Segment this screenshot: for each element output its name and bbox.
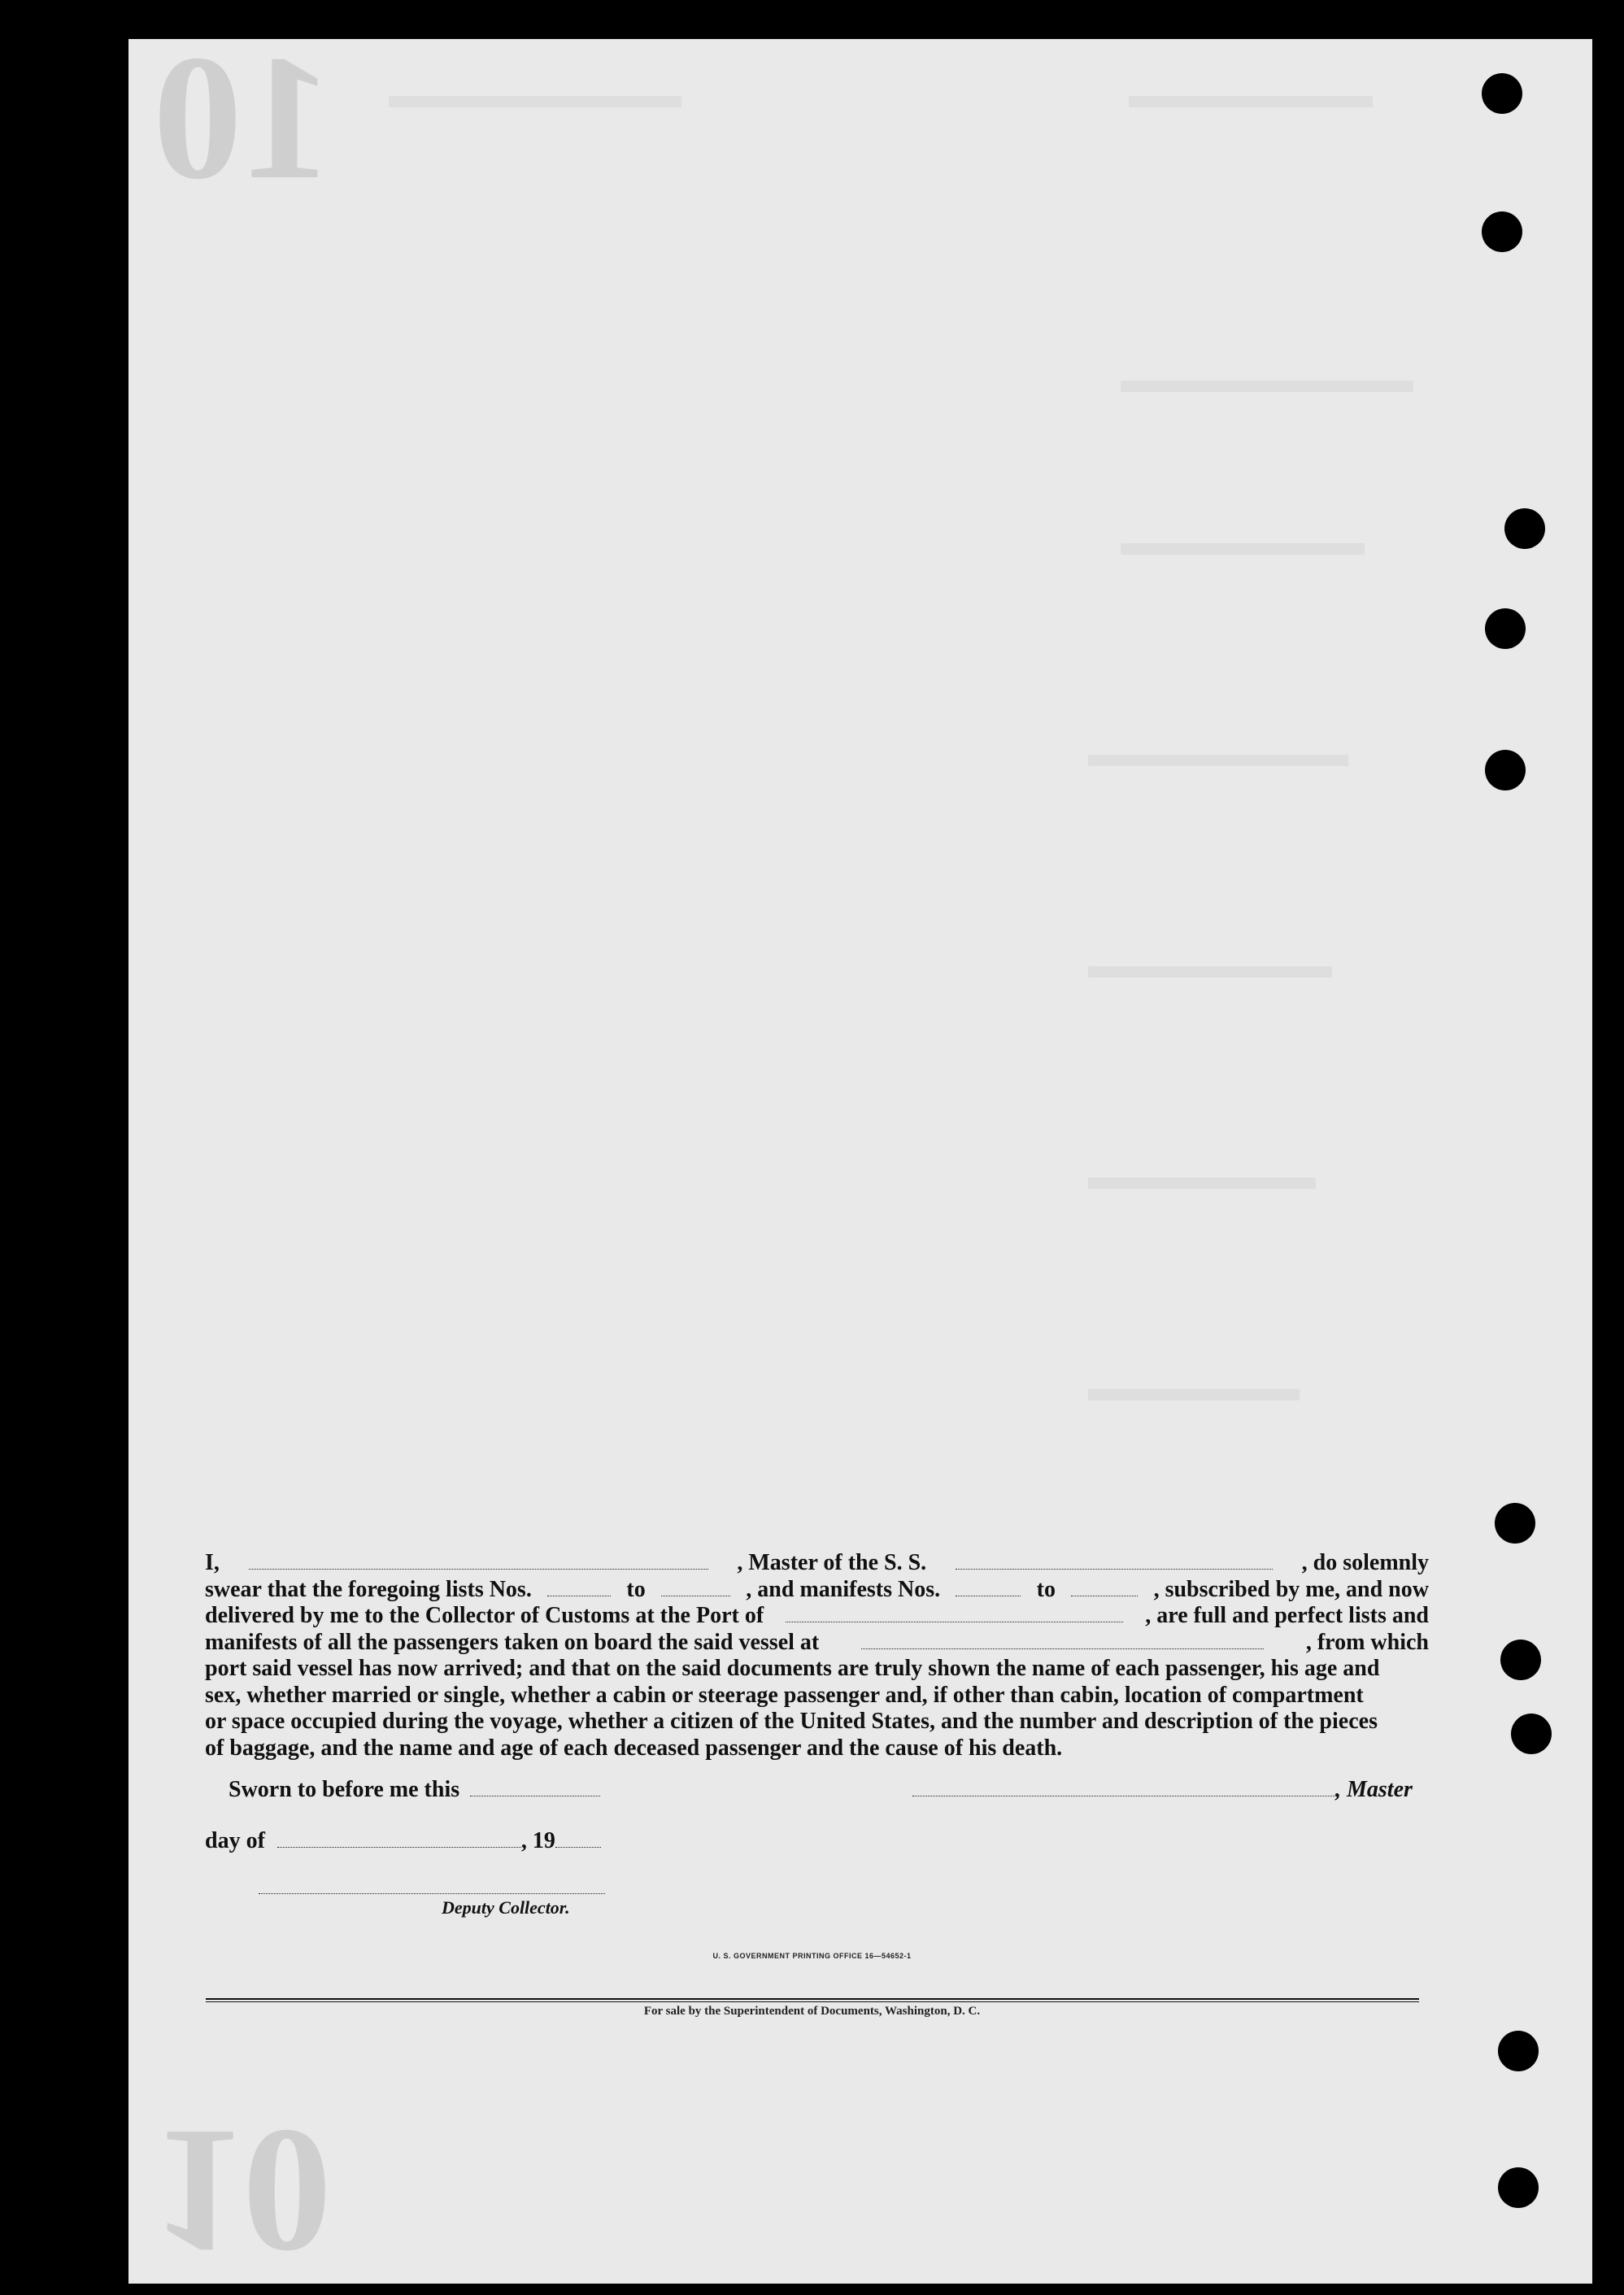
bleed-through-mark <box>1121 381 1413 392</box>
decl-collector: delivered by me to the Collector of Customs at the Port of <box>205 1603 764 1628</box>
day-of-line <box>205 1828 601 1854</box>
year-prefix: , 19 <box>520 1828 555 1853</box>
port-field[interactable] <box>786 1604 1123 1622</box>
footer-rule-top <box>206 1998 1419 2000</box>
printer-imprint: U. S. GOVERNMENT PRINTING OFFICE 16—54652-1 <box>712 1952 912 1960</box>
month-field[interactable] <box>277 1829 521 1848</box>
decl-to: to <box>626 1576 646 1602</box>
sworn-day-field[interactable] <box>470 1778 600 1796</box>
punch-hole <box>1485 608 1526 649</box>
punch-hole <box>1511 1714 1552 1754</box>
declaration-line <box>205 1550 1429 1577</box>
master-signature-line <box>912 1777 1413 1803</box>
sale-notice: For sale by the Superintendent of Documents, Washington, D. C. <box>643 2005 981 2018</box>
embarkation-port-field[interactable] <box>861 1631 1264 1649</box>
bleed-through-mark <box>1121 543 1365 555</box>
punch-hole <box>1498 2167 1539 2208</box>
bleed-through-mark <box>1088 1178 1316 1189</box>
bleed-through-mark <box>1088 755 1348 766</box>
decl-taken-on-board: manifests of all the passengers taken on board the said vessel at <box>205 1629 820 1655</box>
master-name-field[interactable] <box>249 1551 708 1570</box>
declaration-line <box>205 1577 1429 1604</box>
manifest-no-to-field[interactable] <box>1071 1578 1138 1596</box>
ship-name-field[interactable] <box>956 1551 1273 1570</box>
year-field[interactable] <box>555 1829 601 1848</box>
decl-master-of: , Master of the S. S. <box>737 1550 927 1575</box>
decl-manifests-nos: , and manifests Nos. <box>746 1576 941 1602</box>
decl-i: I, <box>205 1550 220 1575</box>
declaration-line <box>205 1603 1429 1630</box>
sworn-label <box>229 1777 600 1803</box>
bleed-through-mark <box>1129 96 1373 107</box>
list-no-to-field[interactable] <box>661 1578 730 1596</box>
declaration-line: of baggage, and the name and age of each deceased passenger and the cause of his death. <box>205 1735 1063 1761</box>
punch-hole <box>1482 211 1522 252</box>
punch-hole <box>1485 750 1526 790</box>
master-declaration <box>205 1550 1429 1762</box>
sworn-text: Sworn to before me this <box>229 1777 460 1802</box>
bleed-through-mark <box>1088 1389 1300 1400</box>
master-title: , Master <box>1335 1777 1413 1802</box>
day-of-text: day of <box>205 1828 265 1853</box>
decl-subscribed: , subscribed by me, and now <box>1153 1576 1429 1602</box>
declaration-line: sex, whether married or single, whether a cabin or steerage passenger and, if other than cabin, location of compartment <box>205 1682 1364 1708</box>
punch-hole <box>1498 2031 1539 2071</box>
manifest-no-from-field[interactable] <box>956 1578 1021 1596</box>
decl-to: to <box>1036 1576 1056 1602</box>
declaration-line <box>205 1630 1429 1657</box>
decl-solemnly: , do solemnly <box>1301 1550 1429 1575</box>
list-no-from-field[interactable] <box>547 1578 611 1596</box>
form-sheet <box>128 18 1592 2291</box>
bleed-through-mark <box>389 96 681 107</box>
decl-full-perfect: , are full and perfect lists and <box>1145 1603 1429 1628</box>
stamp-number-bottom: 10 <box>153 2092 332 2291</box>
punch-hole <box>1482 73 1522 114</box>
footer-rule-bottom <box>206 2001 1419 2002</box>
deputy-signature-rule[interactable] <box>259 1893 605 1894</box>
master-signature-field[interactable] <box>912 1778 1335 1796</box>
punch-hole <box>1504 508 1545 549</box>
decl-lists-nos: swear that the foregoing lists Nos. <box>205 1576 532 1602</box>
decl-from-which: , from which <box>1305 1629 1429 1655</box>
punch-hole <box>1495 1503 1535 1544</box>
deputy-collector-label: Deputy Collector. <box>442 1897 570 1918</box>
punch-hole <box>1500 1640 1541 1680</box>
declaration-line: port said vessel has now arrived; and that on the said documents are truly shown the name of each passenger, his age and <box>205 1656 1380 1681</box>
declaration-line: or space occupied during the voyage, whether a citizen of the United States, and the number and description of the pieces <box>205 1709 1378 1734</box>
bleed-through-mark <box>1088 966 1332 978</box>
stamp-number-top: 10 <box>153 18 332 216</box>
